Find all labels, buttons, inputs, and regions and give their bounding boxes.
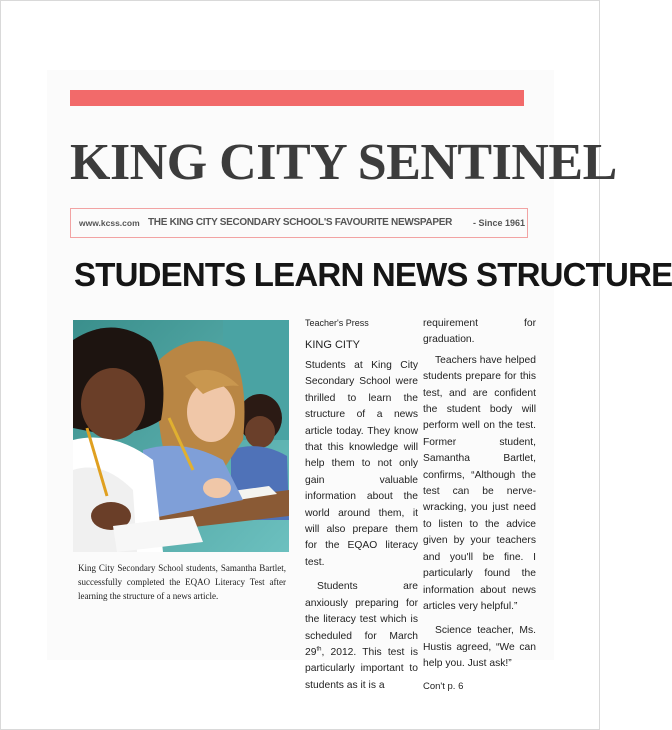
- article-dateline: KING CITY: [305, 339, 361, 351]
- article-paragraph-1: Students at King City Secondary School were thrilled to learn the structure of a news article today. They know that this knowledge will help them to not only gain valuable information about the world around them, it will also prepare them for the EQAO literacy test.: [305, 360, 418, 568]
- article-column-2: [423, 316, 536, 695]
- article-column-1: [305, 316, 418, 694]
- since-year: - Since 1961: [473, 218, 526, 228]
- article-headline: STUDENTS LEARN NEWS STRUCTURE: [74, 256, 672, 293]
- newspaper-title: KING CITY SENTINEL: [70, 134, 617, 191]
- article-paragraph-5: Science teacher, Ms. Hustis agreed, “We can help you. Just ask!”: [423, 625, 536, 670]
- tagline: THE KING CITY SECONDARY SCHOOL'S FAVOURITE NEWSPAPER: [148, 217, 453, 228]
- article-source: Teacher's Press: [305, 318, 369, 328]
- masthead-red-bar: [70, 90, 524, 106]
- article-paragraph-3: requirement for graduation.: [423, 318, 536, 346]
- photo-caption: King City Secondary School students, Samantha Bartlet, successfully completed the EQAO Literacy Test after learning the structure of a news article.: [78, 563, 286, 601]
- website-link[interactable]: www.kcss.com: [79, 218, 140, 228]
- article-paragraph-4: Teachers have helped students prepare for this test, and are confident the student body will perform well on the test. Former student, Samantha Bartlet, confirms, “Although the test can be nerve-wracking, you just need to listen to the advice given by your teachers and you'll be fine. I particularly found the information about news articles very helpful.”: [423, 354, 536, 612]
- continued-note: Con't p. 6: [423, 680, 464, 692]
- article-paragraph-2: Students are anxiously preparing for the literacy test which is scheduled for March 29th, 2012. This test is particularly important to students as it is a: [305, 581, 418, 691]
- masthead-info-strip: [70, 208, 528, 238]
- article-photo: [73, 320, 289, 552]
